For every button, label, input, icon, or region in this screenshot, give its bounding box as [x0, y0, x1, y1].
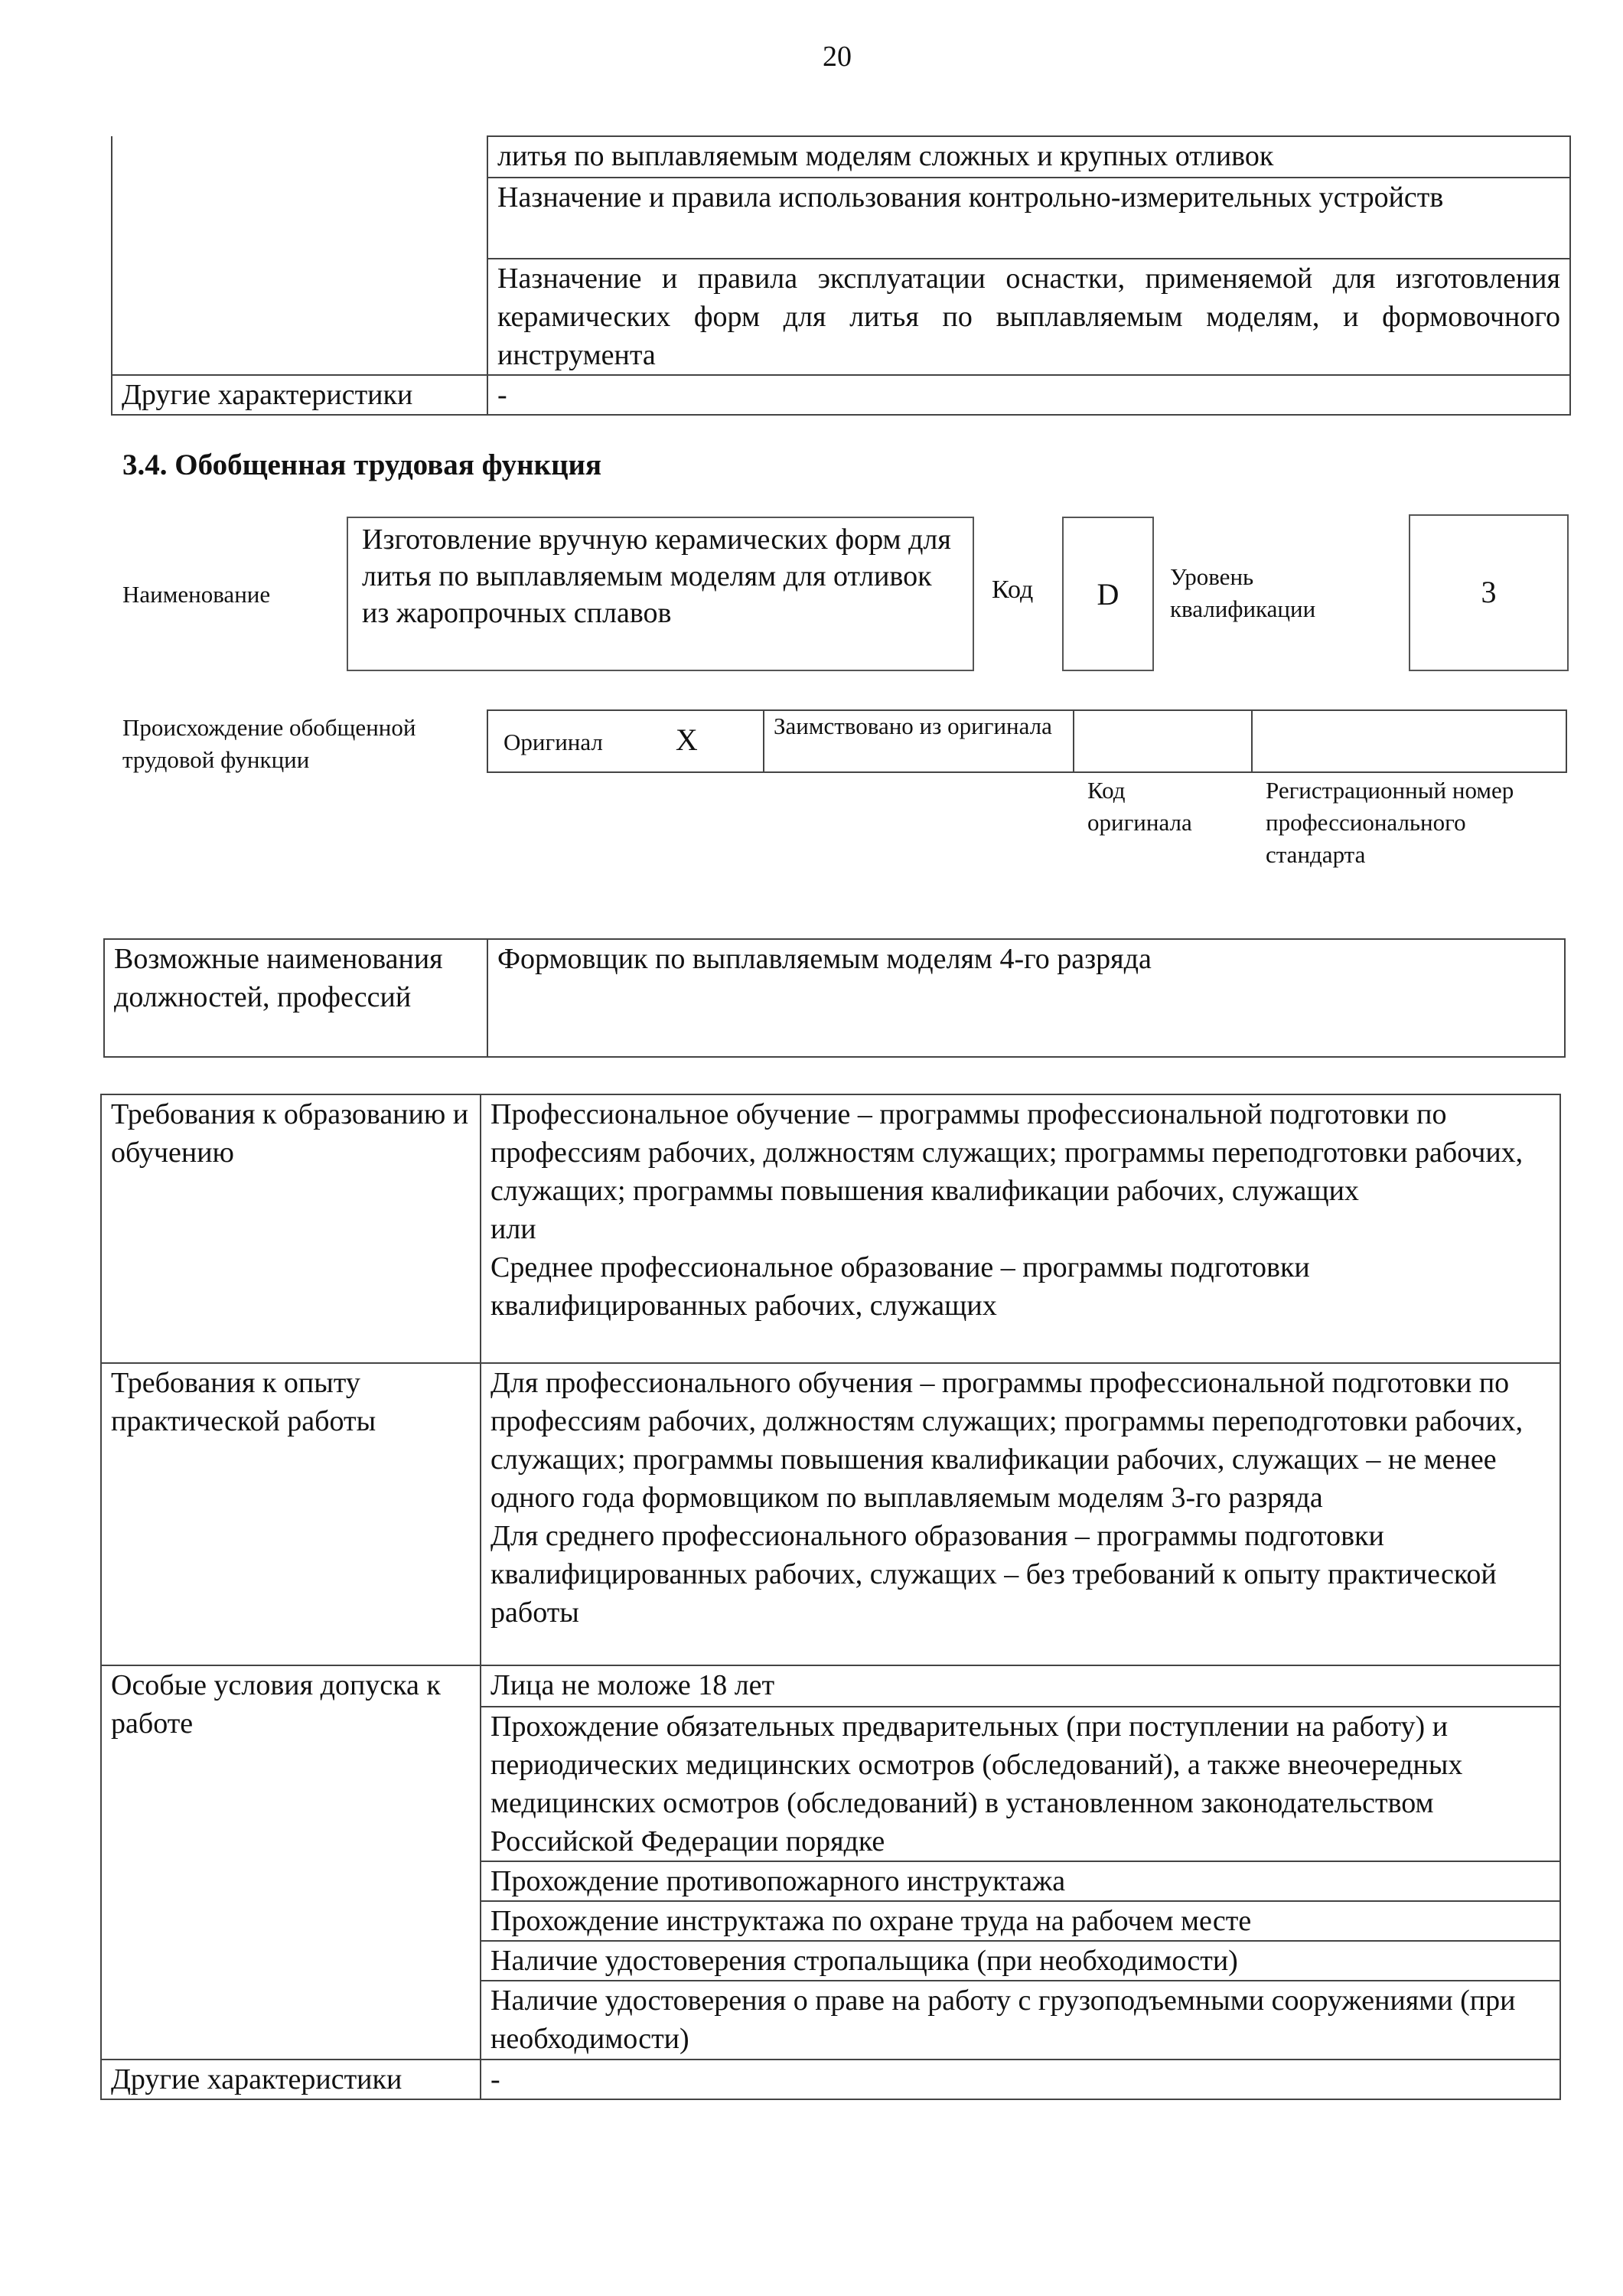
special-item: Наличие удостоверения стропальщика (при необходимости)	[481, 1941, 1560, 1981]
original-label: Оригинал	[504, 729, 603, 755]
experience-line: Для среднего профессионального образования – программы подготовки квалифицированных рабочих, служащих – без требований к опыту практической работы	[490, 1520, 1497, 1629]
code-original-cell	[1074, 710, 1252, 772]
other-label: Другие характеристики	[101, 2060, 481, 2099]
origin-table	[487, 709, 1567, 773]
other-value: -	[481, 2060, 1560, 2099]
name-label: Наименование	[122, 581, 271, 608]
special-item: Прохождение обязательных предварительных (при поступлении на работу) и периодических медицинских осмотров (обследований), а также внеочередных медицинских осмотров (обследований) в установленном законодательством Российской Федерации порядке	[481, 1707, 1560, 1861]
education-line: Среднее профессиональное образование – программы подготовки квалифицированных рабочих, служащих	[490, 1251, 1310, 1322]
borrowed-label: Заимствовано из оригинала	[764, 710, 1074, 772]
experience-line: Для профессионального обучения – программы профессиональной подготовки по профессиям рабочих, должностям служащих; программы переподготовки рабочих, служащих; программы повышения квалификации рабочих, служащих – не менее одного года формовщиком по выплавляемым моделям 3-го разряда	[490, 1367, 1524, 1514]
name-value: Изготовление вручную керамических форм для литья по выплавляемым моделям для отливок из жаропрочных сплавов	[347, 517, 974, 671]
other-label: Другие характеристики	[112, 375, 487, 415]
knowledge-item: Назначение и правила эксплуатации оснастки, применяемой для изготовления керамических форм для литья по выплавляемым моделям, и формовочного инструмента	[487, 259, 1570, 375]
page-number: 20	[823, 41, 852, 73]
requirements-table	[100, 1094, 1561, 2100]
section-heading: 3.4. Обобщенная трудовая функция	[122, 448, 602, 481]
special-item: Прохождение инструктажа по охране труда на рабочем месте	[481, 1901, 1560, 1941]
special-label: Особые условия допуска к работе	[101, 1665, 481, 2060]
education-line: или	[490, 1213, 536, 1245]
code-value: D	[1062, 517, 1154, 671]
education-line: Профессиональное обучение – программы профессиональной подготовки по профессиям рабочих, должностям служащих; программы переподготовки рабочих, служащих; программы повышения квалификации рабочих, служащих	[490, 1098, 1524, 1207]
knowledge-item: литья по выплавляемым моделям сложных и крупных отливок	[487, 136, 1570, 178]
knowledge-item: Назначение и правила использования контрольно-измерительных устройств	[487, 178, 1570, 259]
top-table	[111, 135, 1571, 416]
code-label: Код	[992, 576, 1034, 604]
original-mark: X	[675, 722, 698, 757]
other-value: -	[487, 375, 1570, 415]
experience-value	[481, 1363, 1560, 1665]
education-label: Требования к образованию и обучению	[101, 1094, 481, 1363]
reg-number-label: Регистрационный номер профессионального стандарта	[1266, 777, 1514, 868]
positions-value: Формовщик по выплавляемым моделям 4-го разряда	[487, 939, 1565, 1057]
special-item: Прохождение противопожарного инструктажа	[481, 1861, 1560, 1901]
level-value: 3	[1409, 514, 1569, 671]
reg-number-cell	[1252, 710, 1566, 772]
positions-label: Возможные наименования должностей, профессий	[104, 939, 487, 1057]
education-value	[481, 1094, 1560, 1363]
positions-table	[103, 938, 1566, 1058]
level-label: Уровень квалификации	[1170, 563, 1316, 622]
original-cell	[487, 710, 764, 772]
special-item: Наличие удостоверения о праве на работу с грузоподъемными сооружениями (при необходимости)	[481, 1981, 1560, 2060]
experience-label: Требования к опыту практической работы	[101, 1363, 481, 1665]
origin-label: Происхождение обобщенной трудовой функции	[122, 714, 416, 773]
special-item: Лица не моложе 18 лет	[481, 1665, 1560, 1707]
code-original-label: Код оригинала	[1087, 777, 1192, 836]
